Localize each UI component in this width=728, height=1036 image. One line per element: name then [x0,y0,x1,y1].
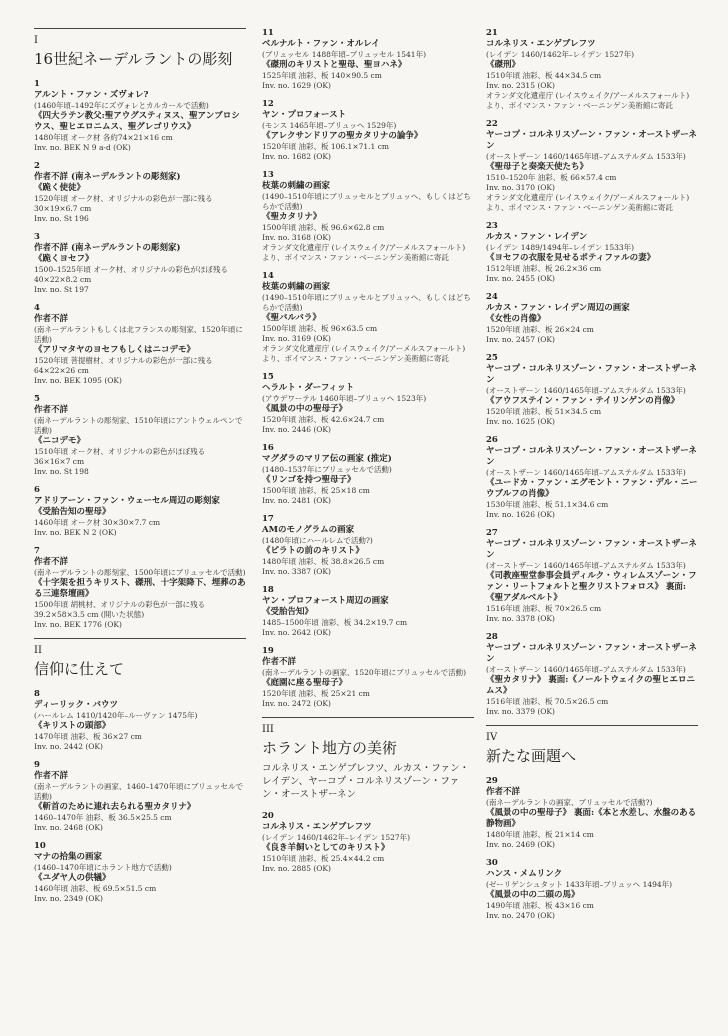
catalog-entry [486,858,698,921]
entry-artist-note: (ブリュッセル 1488年頃–ブリュッセル 1541年) [262,50,426,59]
catalog-entry [262,372,474,435]
entry-detail-line: オランダ文化遺産庁 (レイスウェイク/アーメルスフォールト) より、ボイマンス・ファン・ベーニンゲン美術館に寄託 [262,344,466,363]
catalog-entry [262,170,474,263]
entry-detail-line: 1516年頃 油彩、板 70×26.5 cm [486,604,602,613]
entry-title: 《庭園に座る聖母子》 [262,678,348,688]
entry-detail-line: 40×22×8.2 cm [34,275,92,284]
section-header [262,717,474,801]
entry-artist: 作者不詳 [486,787,521,797]
entry-title: 《聖母子と奏楽天使たち》 [486,162,589,172]
column-2 [262,28,474,882]
catalog-entry [34,394,246,477]
entry-detail-line: Inv. no. 3387 (OK) [262,567,331,576]
entry-artist: 枝葉の刺繍の画家 [262,181,331,191]
entry-artist: ヤン・プロフォースト周辺の画家 [262,596,389,606]
catalog-entry [262,811,474,874]
entry-title: 《司教座聖堂参事会員ディルク・ウィレムスゾーン・ファン・リートフォルトと聖クリストフォロス》 裏面:《聖アダルベルト》 [486,571,697,603]
entry-detail-line: 1460年頃 オーク材 30×30×7.7 cm [34,518,161,527]
entry-number: 13 [262,170,274,180]
column-1 [34,28,246,912]
catalog-entry [486,353,698,427]
entry-number: 14 [262,271,274,281]
entry-artist-note: (オーストザーン 1460/1465年頃–アムステルダム 1533年) [486,665,686,674]
entry-title: 《磔刑》 [486,60,521,70]
entry-artist: ルカス・ファン・レイデン [486,232,588,242]
catalog-entry [486,435,698,520]
entry-number: 17 [262,514,274,524]
entry-detail-line: 30×19×6.7 cm [34,204,92,213]
entry-detail-line: Inv. no. 3379 (OK) [486,707,555,716]
entry-number: 9 [34,760,40,770]
entry-number: 24 [486,292,498,302]
entry-detail-line: 1520年頃 油彩、板 25×21 cm [262,689,370,698]
entry-title: 《風景の中の聖母子》 裏面:《本と水差し、水盤のある静物画》 [486,808,697,829]
entry-artist-note: (レイデン 1460/1462年–レイデン 1527年) [262,833,411,842]
entry-number: 10 [34,841,46,851]
entry-title: 《磔刑のキリストと聖母、聖ヨハネ》 [262,60,407,70]
entry-detail-line: Inv. no. BEK 1095 (OK) [34,376,122,385]
entry-artist: 作者不詳 [34,314,69,324]
catalog-entry [34,760,246,833]
entry-detail-line: Inv. no. 2470 (OK) [486,911,555,920]
entry-title: 《アウフステイン・ファン・テイリンゲンの肖像》 [486,396,680,406]
section-subtitle: コルネリス・エンゲブレフツ、ルカス・ファン・レイデン、ヤーコプ・コルネリスゾーン・ファン・オーストザーネン [262,763,470,800]
entry-artist-note: (モンス 1465年頃–ブリュッヘ 1529年) [262,121,397,130]
entry-artist: ヤーコプ・コルネリスゾーン・ファン・オーストザーネン [486,130,697,151]
entry-detail-line: Inv. no. 2349 (OK) [34,894,103,903]
entry-title: 《聖カタリナ》 裏面:《ノールトウェイクの聖ヒエロニムス》 [486,675,695,696]
entry-detail-line: 1500年頃 油彩、板 25×18 cm [262,486,370,495]
entry-title: 《女性の肖像》 [486,314,546,324]
entry-title: 《ユダヤ人の供犠》 [34,873,111,883]
entry-detail-line: Inv. no. St 197 [34,285,89,294]
section-number: I [34,35,38,46]
entry-number: 20 [262,811,274,821]
entry-title: 《アリマタヤのヨセフもしくはニコデモ》 [34,345,195,355]
entry-artist: ハンス・メムリンク [486,869,563,879]
entry-artist-note: (レイデン 1460/1462年–レイデン 1527年) [486,50,635,59]
entry-detail-line: Inv. no. 2468 (OK) [34,823,103,832]
catalog-entry [486,632,698,717]
entry-artist: ディーリック・バウツ [34,700,118,710]
entry-detail-line: Inv. no. BEK N 2 (OK) [34,528,117,537]
entry-number: 8 [34,689,40,699]
entry-detail-line: 1516年頃 油彩、板 70.5×26.5 cm [486,697,609,706]
catalog-entry [486,28,698,111]
entry-detail-line: Inv. no. 1625 (OK) [486,417,555,426]
section-header [486,725,698,766]
entry-artist-note: (南ネーデルラントの画家、1520年頃にブリュッセルで活動) [262,668,467,677]
entry-number: 21 [486,28,498,38]
entry-detail-line: 1480年頃 油彩、板 21×14 cm [486,830,594,839]
entry-number: 27 [486,528,498,538]
catalog-entry [262,99,474,162]
entry-artist-note: (オーストザーン 1460/1465年頃–アムステルダム 1533年) [486,561,686,570]
entry-number: 5 [34,394,40,404]
entry-title: 《キリストの頭部》 [34,721,111,731]
entry-title: 《聖バルバラ》 [262,313,321,323]
entry-artist: マグダラのマリア伝の画家 (推定) [262,454,392,464]
catalog-entry [34,303,246,386]
catalog-entry [486,119,698,213]
entry-detail-line: 36×16×7 cm [34,457,85,466]
entry-number: 18 [262,585,274,595]
catalog-entry [34,546,246,630]
entry-detail-line: Inv. no. 3169 (OK) [262,334,331,343]
entry-detail-line: 1485–1500年頃 油彩、板 34.2×19.7 cm [262,618,408,627]
entry-title: 《受胎告知》 [262,607,314,617]
entry-artist: コルネリス・エンゲブレフツ [262,822,372,832]
entry-detail-line: 1470年頃 油彩、板 36×27 cm [34,732,142,741]
entry-detail-line: Inv. no. 2457 (OK) [486,335,555,344]
entry-artist-note: (1490–1510年頃にブリュッセルとブリュッヘ、もしくはどちらかで活動) [262,192,471,211]
entry-artist: 作者不詳 [34,771,69,781]
entry-detail-line: 1480年頃 油彩、板 38.8×26.5 cm [262,557,385,566]
entry-artist: ルカス・ファン・レイデン周辺の画家 [486,303,630,313]
entry-number: 23 [486,221,498,231]
entry-number: 30 [486,858,498,868]
entry-title: 《受胎告知の聖母》 [34,507,111,517]
entry-detail-line: 1525年頃 油彩、板 140×90.5 cm [262,71,382,80]
entry-title: 《風景の中の聖母子》 [262,404,348,414]
entry-artist: 作者不詳 (南ネーデルラントの彫刻家) [34,172,181,182]
entry-artist-note: (南ネーデルラントの彫刻家、1510年頃にアントウェルペンで活動) [34,416,243,435]
entry-artist-note: (南ネーデルラントもしくは北フランスの彫刻家、1520年頃に活動) [34,325,243,344]
entry-detail-line: 1500–1525年頃 オーク材、オリジナルの彩色がほぼ残る [34,265,228,274]
catalog-entry [34,232,246,295]
entry-number: 11 [262,28,274,38]
entry-artist: 作者不詳 [34,557,69,567]
entry-number: 2 [34,161,40,171]
entry-title: 《風景の中の二頭の馬》 [486,890,580,900]
entry-number: 7 [34,546,40,556]
entry-artist-note: (オーストザーン 1460/1465年頃–アムステルダム 1533年) [486,152,686,161]
catalog-entry [262,271,474,364]
section-title: 信仰に仕えて [34,660,125,678]
entry-detail-line: 64×22×26 cm [34,366,89,375]
entry-detail-line: 1520年頃 油彩、板 51×34.5 cm [486,407,602,416]
catalog-entry [486,292,698,345]
entry-title: 《四大ラテン教父:聖アウグスティヌス、聖アンブロシウス、聖ヒエロニムス、聖グレゴリウス》 [34,111,240,132]
entry-title: 《ユードカ・ファン・エグモント・ファン・デル・ニーウブルフの肖像》 [486,478,698,499]
entry-artist-note: (南ネーデルラントの画家、ブリュッセルで活動?) [486,798,653,807]
entry-artist-note: (南ネーデルラントの画家、1460–1470年頃にブリュッセルで活動) [34,782,243,801]
catalog-entry [34,689,246,752]
catalog-entry [262,646,474,709]
catalog-entry [262,514,474,577]
entry-detail-line: 1490年頃 油彩、板 43×16 cm [486,901,594,910]
entry-detail-line: Inv. no. St 198 [34,467,89,476]
entry-detail-line: Inv. no. 3170 (OK) [486,183,555,192]
entry-detail-line: Inv. no. 2481 (OK) [262,496,331,505]
entry-title: 《ヨセフの衣服を見せるポティファルの妻》 [486,253,656,263]
entry-detail-line: 1500年頃 油彩、板 96.6×62.8 cm [262,223,385,232]
entry-title: 《リンゴを持つ聖母子》 [262,475,356,485]
section-title: 16世紀ネーデルラントの彫刻 [34,50,233,68]
entry-detail-line: Inv. no. 2315 (OK) [486,81,555,90]
entry-title: 《斬首のために連れ去られる聖カタリナ》 [34,802,196,812]
entry-detail-line: 1520年頃 菩提樹材、オリジナルの彩色が一部に残る [34,356,213,365]
catalog-entry [34,161,246,224]
entry-number: 3 [34,232,40,242]
entry-number: 25 [486,353,498,363]
section-title: 新たな画題へ [486,747,577,765]
entry-title: 《跪く使徒》 [34,183,86,193]
entry-detail-line: 1480年頃 オーク材 各約74×21×16 cm [34,133,173,142]
entry-artist: 作者不詳 [262,657,297,667]
entry-detail-line: Inv. no. 2885 (OK) [262,864,331,873]
entry-detail-line: 1512年頃 油彩、板 26.2×36 cm [486,264,602,273]
entry-detail-line: 39.2×58×3.5 cm (開いた状態) [34,610,145,619]
section-number: IV [486,732,498,743]
entry-artist: 枝葉の刺繍の画家 [262,282,331,292]
catalog-entry [34,485,246,538]
section-header [34,638,246,679]
entry-artist-note: (レイデン 1489/1494年–レイデン 1533年) [486,243,635,252]
column-3 [486,28,698,929]
entry-artist: コルネリス・エンゲブレフツ [486,39,596,49]
entry-title: 《跪くヨセフ》 [34,254,94,264]
entry-artist: アルント・ファン・ズヴォレ? [34,90,149,100]
entry-artist-note: (ハールレム 1410/1420年–ルーヴァン 1475年) [34,711,198,720]
entry-detail-line: 1510–1520年 油彩、板 66×57.4 cm [486,173,617,182]
entry-detail-line: 1520年頃 油彩、板 26×24 cm [486,325,594,334]
section-number: III [262,724,274,735]
entry-detail-line: 1510年頃 油彩、板 44×34.5 cm [486,71,602,80]
entry-artist: 作者不詳 [34,405,69,415]
entry-number: 1 [34,79,40,89]
entry-detail-line: 1510年頃 油彩、板 25.4×44.2 cm [262,854,385,863]
entry-artist-note: (アウデワーテル 1460年頃–ブリュッヘ 1523年) [262,394,427,403]
entry-number: 4 [34,303,40,313]
entry-artist: ヤン・プロフォースト [262,110,347,120]
entry-artist-note: (オーストザーン 1460/1465年頃–アムステルダム 1533年) [486,386,686,395]
entry-artist-note: (1480–1537年にブリュッセルで活動) [262,465,392,474]
entry-artist: ヤーコプ・コルネリスゾーン・ファン・オーストザーネン [486,643,697,664]
entry-artist: ベルナルト・ファン・オルレイ [262,39,380,49]
entry-artist: ヤーコプ・コルネリスゾーン・ファン・オーストザーネン [486,364,697,385]
entry-number: 15 [262,372,274,382]
entry-number: 29 [486,776,498,786]
entry-title: 《聖カタリナ》 [262,212,322,222]
entry-detail-line: オランダ文化遺産庁 (レイスウェイク/アーメルスフォールト) より、ボイマンス・ファン・ベーニンゲン美術館に寄託 [262,243,466,262]
catalog-entry [262,443,474,506]
entry-detail-line: Inv. no. BEK N 9 a-d (OK) [34,143,131,152]
entry-title: 《十字架を担うキリスト、磔刑、十字架降下、埋葬のある三連祭壇画》 [34,578,246,599]
entry-artist: マナの拾集の画家 [34,852,103,862]
entry-artist: ヘラルト・ダーフィット [262,383,355,393]
entry-detail-line: Inv. no. 1629 (OK) [262,81,331,90]
entry-detail-line: 1520年頃 油彩、板 42.6×24.7 cm [262,415,385,424]
entry-artist-note: (1480年頃にハールレムで活動?) [262,536,373,545]
entry-detail-line: 1520年頃 オーク材、オリジナルの彩色が一部に残る [34,194,213,203]
entry-title: 《ピラトの前のキリスト》 [262,546,364,556]
entry-artist-note: (南ネーデルラントの彫刻家、1500年頃にブリュッセルで活動) [34,568,246,577]
catalog-entry [262,585,474,638]
entry-number: 12 [262,99,274,109]
entry-detail-line: Inv. no. 1626 (OK) [486,510,555,519]
entry-number: 22 [486,119,498,129]
entry-detail-line: Inv. no. 3378 (OK) [486,614,555,623]
entry-detail-line: Inv. no. St 196 [34,214,89,223]
entry-detail-line: 1460年頃 油彩、板 69.5×51.5 cm [34,884,157,893]
section-title: ホラント地方の美術 [262,739,398,757]
entry-artist: ヤーコプ・コルネリスゾーン・ファン・オーストザーネン [486,446,697,467]
entry-number: 28 [486,632,498,642]
section-header [34,28,246,69]
entry-detail-line: 1500年頃 油彩、板 96×63.5 cm [262,324,378,333]
entry-title: 《良き羊飼いとしてのキリスト》 [262,843,390,853]
entry-detail-line: オランダ文化遺産庁 (レイスウェイク/アーメルスフォールト) より、ボイマンス・ファン・ベーニンゲン美術館に寄託 [486,91,690,110]
entry-title: 《アレクサンドリアの聖カタリナの論争》 [262,131,423,141]
entry-artist-note: (1460–1470年頃にホラント地方で活動) [34,863,172,872]
entry-detail-line: Inv. no. 2472 (OK) [262,699,331,708]
entry-detail-line: Inv. no. 2642 (OK) [262,628,331,637]
entry-number: 19 [262,646,274,656]
entry-detail-line: Inv. no. 2446 (OK) [262,425,331,434]
entry-detail-line: 1460–1470年 油彩、板 36.5×25.5 cm [34,813,172,822]
entry-detail-line: Inv. no. BEK 1776 (OK) [34,620,122,629]
entry-artist-note: (オーストザーン 1460/1465年頃–アムステルダム 1533年) [486,468,686,477]
catalog-entry [262,28,474,91]
entry-detail-line: 1510年頃 オーク材、オリジナルの彩色がほぼ残る [34,447,206,456]
entry-detail-line: Inv. no. 3168 (OK) [262,233,331,242]
entry-detail-line: Inv. no. 2469 (OK) [486,840,555,849]
entry-detail-line: 1520年頃 油彩、板 106.1×71.1 cm [262,142,390,151]
entry-artist-note: (1460年頃–1492年にズヴォレとカルカールで活動) [34,101,209,110]
entry-artist-note: (ゼーリゲンシュタット 1433年頃–ブリュッヘ 1494年) [486,880,673,889]
section-number: II [34,645,42,656]
entry-detail-line: オランダ文化遺産庁 (レイスウェイク/アーメルスフォールト) より、ボイマンス・ファン・ベーニンゲン美術館に寄託 [486,193,690,212]
entry-artist: 作者不詳 (南ネーデルラントの彫刻家) [34,243,181,253]
entry-detail-line: Inv. no. 2455 (OK) [486,274,555,283]
entry-detail-line: Inv. no. 2442 (OK) [34,742,103,751]
entry-detail-line: 1500年頃 胡桃材、オリジナルの彩色が一部に残る [34,600,206,609]
entry-artist-note: (1490–1510年頃にブリュッセルとブリュッヘ、もしくはどちらかで活動) [262,293,471,312]
catalog-entry [34,79,246,153]
catalog-entry [486,528,698,624]
entry-artist: AMのモノグラムの画家 [262,525,355,535]
entry-number: 6 [34,485,40,495]
entry-artist: アドリアーン・ファン・ウェーセル周辺の彫刻家 [34,496,220,506]
catalog-entry [486,221,698,284]
entry-number: 16 [262,443,274,453]
entry-number: 26 [486,435,498,445]
entry-detail-line: 1530年頃 油彩、板 51.1×34.6 cm [486,500,609,509]
entry-detail-line: Inv. no. 1682 (OK) [262,152,331,161]
catalog-entry [34,841,246,904]
catalog-entry [486,776,698,850]
entry-title: 《ニコデモ》 [34,436,86,446]
entry-artist: ヤーコプ・コルネリスゾーン・ファン・オーストザーネン [486,539,697,560]
